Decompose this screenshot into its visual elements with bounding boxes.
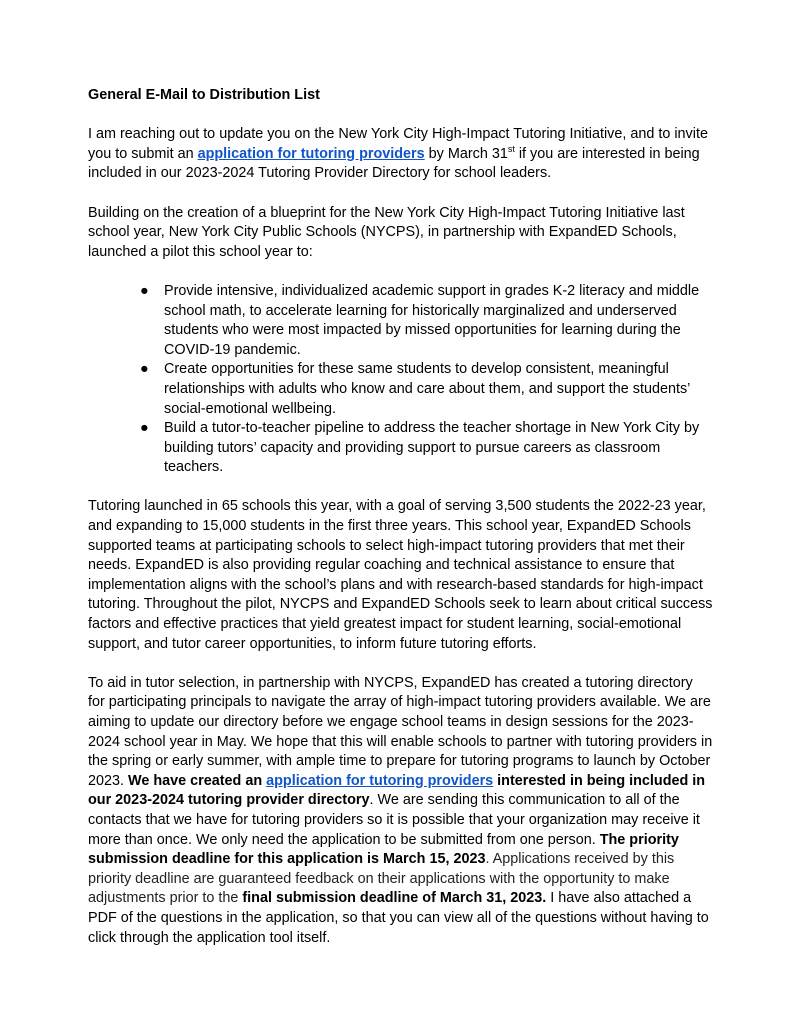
document-page [88,86,713,968]
bullet-icon: ● [140,420,149,437]
intro-deadline-text: by March 31 [424,145,508,162]
bullet-icon: ● [140,282,149,299]
list-item [140,360,713,419]
feedback-text: . Applications received by this priority deadline are guaranteed feedback on their applications with the opportunity to make adjustments prior to the [88,851,675,907]
list-item [140,419,713,478]
priority-deadline-bold: The priority submission deadline for this application is March 15, 2023 [88,831,679,868]
pilot-paragraph: Building on the creation of a blueprint for the New York City High-Impact Tutoring Initiative last school year, New York City Public Schools (NYCPS), in partnership with ExpandED Schools, launched a pilot this school year to: [88,204,685,260]
intro-rest-text: if you are interested in being included in our 2023-2024 Tutoring Provider Directory for school leaders. [88,145,700,182]
list-item-text: Create opportunities for these same students to develop consistent, meaningful relationships with adults who know and care about them, and support the students’ social-emotional wellbeing. [164,361,690,417]
email-title: General E-Mail to Distribution List [88,87,320,103]
list-item-text: Build a tutor-to-teacher pipeline to address the teacher shortage in New York City by building tutors’ capacity and providing support to pursue careers as classroom teachers. [164,420,700,476]
directory-interest-bold: interested in being included in our 2023-2024 tutoring provider directory [88,772,706,809]
ordinal-suffix: st [507,143,515,154]
intro-text: I am reaching out to update you on the New York City High-Impact Tutoring Initiative, and to invite you to submit an [88,126,708,162]
directory-text: To aid in tutor selection, in partnership with NYCPS, ExpandED has created a tutoring directory for participating principals to navigate the array of high-impact tutoring providers available. We are aiming to update our directory before we engage school teams in design sessions for the 2023-2024 school year in May. We hope that this will enable schools to partner with tutoring providers in the spring or early summer, with ample time to prepare for tutoring programs to launch by October 2023. [88,674,713,789]
launch-paragraph: Tutoring launched in 65 schools this year, with a goal of serving 3,500 students the 2022-23 year, and expanding to 15,000 students in the first three years. This school year, ExpandED Schools supported teams at participating schools to select high-impact tutoring providers that met their needs. ExpandED is also providing regular coaching and technical assistance to ensure that implementation aligns with the school’s plans and with research-based standards for high-impact tutoring. Throughout the pilot, NYCPS and ExpandED Schools seek to learn about critical success factors and effective practices that yield greatest impact for student learning, social-emotional support, and tutor career opportunities, to inform future tutoring efforts. [88,498,713,652]
list-item-text: Provide intensive, individualized academic support in grades K-2 literacy and middle school math, to accelerate learning for historically marginalized and underserved students who were most impacted by missed opportunities for learning during the COVID-19 pandemic. [164,282,700,358]
list-item [140,282,713,360]
attachment-text: I have also attached a PDF of the questions in the application, so that you can view all of the questions without having to click through the application tool itself. [88,890,709,946]
pilot-goals-list [88,282,713,478]
bullet-icon: ● [140,361,149,378]
directory-paragraph [88,674,713,948]
final-deadline-bold: final submission deadline of March 31, 2023. [242,890,547,907]
application-link[interactable]: application for tutoring providers [266,772,494,789]
created-application-bold: We have created an [128,772,267,789]
application-link[interactable]: application for tutoring providers [197,145,425,162]
intro-paragraph [88,125,713,184]
contacts-text: . We are sending this communication to all of the contacts that we have for tutoring providers so it is possible that your organization may receive it more than once. We only need the application to be submitted from one person. [88,792,700,848]
